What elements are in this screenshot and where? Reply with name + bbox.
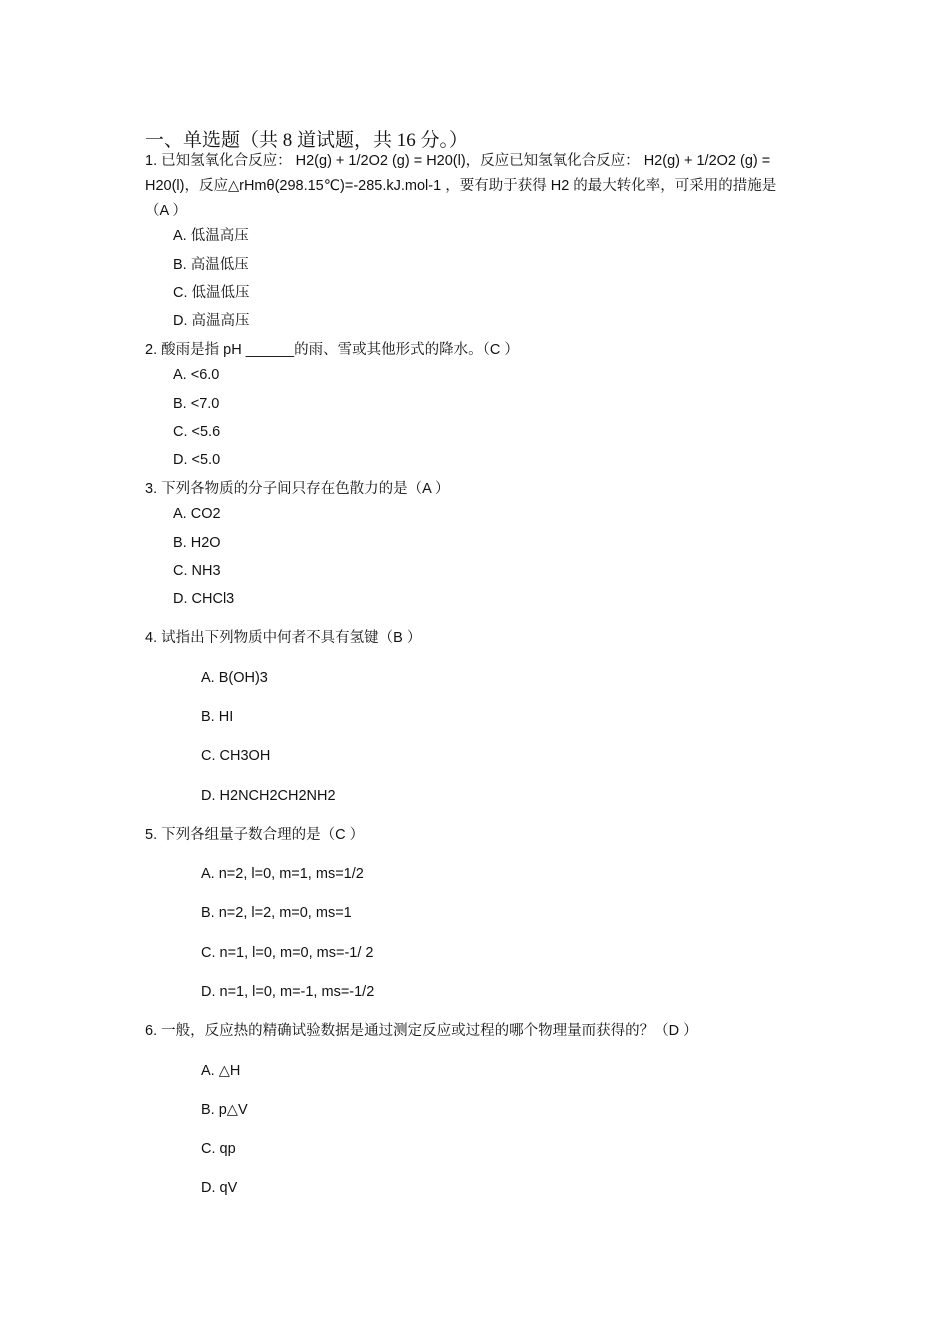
question-3-option-b: B. H2O [173, 535, 221, 551]
question-4-option-a: A. B(OH)3 [201, 670, 268, 686]
question-3-option-d: D. CHCl3 [173, 591, 235, 607]
question-1-option-c: C. 低温低压 [173, 285, 250, 301]
section-title: 一、单选题（共 8 道试题，共 16 分。） [145, 130, 469, 151]
question-2-option-a: A. <6.0 [173, 367, 220, 383]
question-5-text: 5. 下列各组量子数合理的是（C ） [145, 827, 365, 843]
question-1-option-a: A. 低温高压 [173, 228, 249, 244]
question-3-option-c: C. NH3 [173, 563, 221, 579]
question-3-option-a: A. CO2 [173, 506, 221, 522]
question-2-option-d: D. <5.0 [173, 452, 221, 468]
question-2-option-c: C. <5.6 [173, 424, 221, 440]
question-1-text-line-1: 1. 已知氢氧化合反应： H2(g) + 1/2O2 (g) = H20(l)，反应已知氢氧化合反应： H2(g) + 1/2O2 (g) = [145, 153, 771, 169]
question-1-option-b: B. 高温低压 [173, 257, 249, 273]
question-5-option-b: B. n=2, l=2, m=0, ms=1 [201, 905, 352, 921]
question-6-option-c: C. qp [201, 1141, 236, 1157]
question-3-text: 3. 下列各物质的分子间只存在色散力的是（A ） [145, 481, 450, 497]
question-5-option-d: D. n=1, l=0, m=-1, ms=-1/2 [201, 984, 375, 1000]
question-5-option-c: C. n=1, l=0, m=0, ms=-1/ 2 [201, 945, 374, 961]
question-1-text-line-2: H20(l)，反应△rHmθ(298.15℃)=-285.kJ.mol-1 ，要有助于获得 H2 的最大转化率，可采用的措施是 [145, 178, 777, 194]
question-6-option-d: D. qV [201, 1180, 238, 1196]
question-4-option-d: D. H2NCH2CH2NH2 [201, 788, 336, 804]
question-4-text: 4. 试指出下列物质中何者不具有氢键（B ） [145, 630, 422, 646]
question-1-option-d: D. 高温高压 [173, 313, 250, 329]
question-6-text: 6. 一般，反应热的精确试验数据是通过测定反应或过程的哪个物理量而获得的？（D ） [145, 1023, 698, 1039]
question-2-text: 2. 酸雨是指 pH ______的雨、雪或其他形式的降水。（C ） [145, 342, 519, 358]
question-4-option-b: B. HI [201, 709, 234, 725]
question-6-option-b: B. p△V [201, 1102, 248, 1118]
question-2-option-b: B. <7.0 [173, 396, 220, 412]
question-6-option-a: A. △H [201, 1063, 241, 1079]
question-4-option-c: C. CH3OH [201, 748, 271, 764]
question-5-option-a: A. n=2, l=0, m=1, ms=1/2 [201, 866, 364, 882]
question-1-text-line-3: （A ） [145, 203, 187, 219]
